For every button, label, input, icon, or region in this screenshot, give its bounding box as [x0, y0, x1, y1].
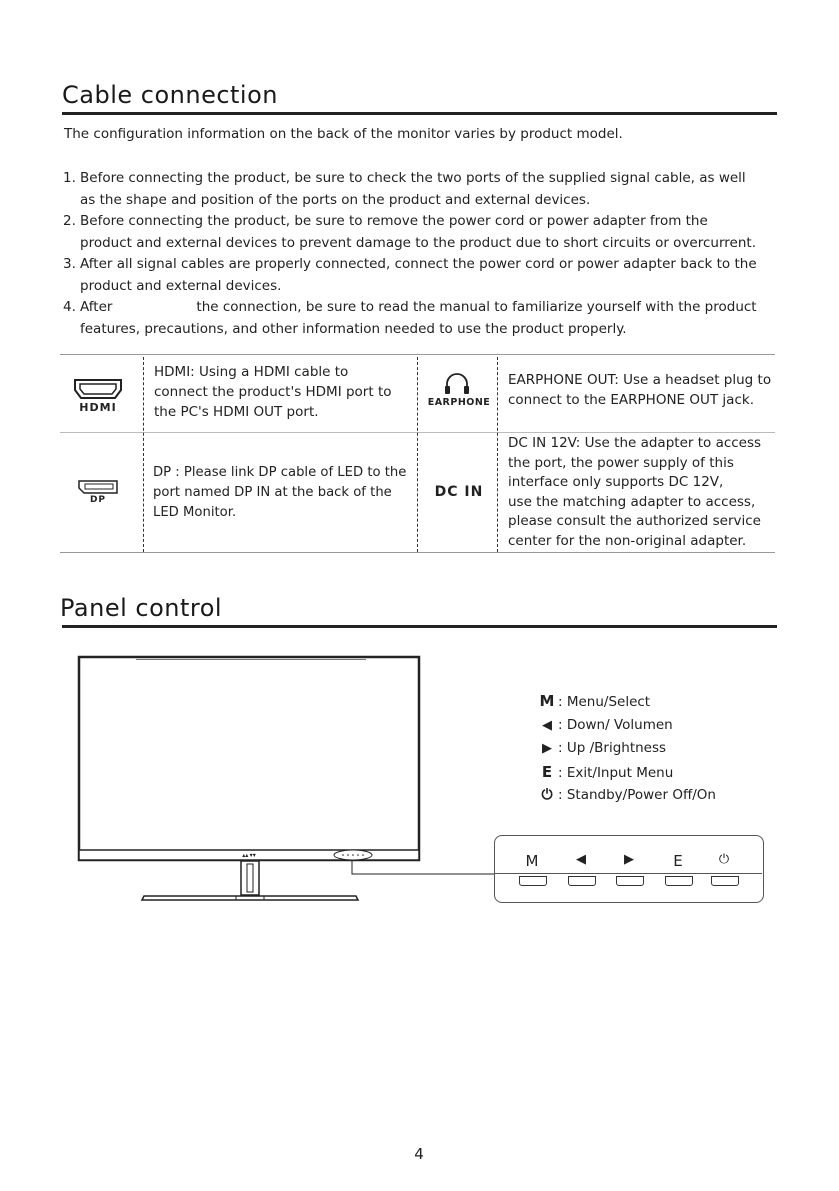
menu-key[interactable] [519, 876, 547, 886]
keypad-power-label: ⏻ [718, 852, 730, 867]
power-key[interactable] [711, 876, 739, 886]
hdmi-port-icon [73, 378, 123, 400]
legend-item: ◀ : Down/ Volumen [536, 714, 716, 738]
dc-in-description: DC IN 12V: Use the adapter to access the port, the power supply of this interface only supports DC 12V, use the matching adapter to access, please consult the authorized service center for the non-original adapter. [508, 435, 762, 549]
m-letter: M [539, 692, 555, 710]
down-key[interactable] [568, 876, 596, 886]
earphone-icon-label: EARPHONE [427, 397, 491, 408]
keypad-down-label: ◀ [576, 852, 586, 867]
dp-icon-label: DP [89, 495, 107, 505]
exit-key[interactable] [665, 876, 693, 886]
callout-connector [348, 860, 498, 880]
keypad-up-label: ▶ [624, 852, 634, 867]
intro-text: The configuration information on the back of the monitor varies by product model. [64, 126, 623, 142]
power-icon: ⏻ [541, 787, 553, 803]
dc-in-label: DC IN [434, 484, 484, 500]
dp-description: DP : Please link DP cable of LED to the port named DP IN at the back of the LED Monitor. [153, 465, 407, 520]
keypad-menu-label: M [525, 852, 539, 870]
page-number: 4 [414, 1145, 424, 1163]
right-triangle-icon: ▶ [542, 741, 552, 756]
title-rule [62, 625, 777, 628]
table-divider [417, 357, 418, 552]
hdmi-icon-label: HDMI [79, 401, 117, 414]
headphones-icon [444, 372, 470, 396]
step-item: 2. Before connecting the product, be sure to remove the power cord or power adapter from the product and external devices to prevent damage to the product due to short circuits or overcurrent. [63, 213, 756, 251]
legend-item: M : Menu/Select [536, 690, 716, 714]
panel-control-title: Panel control [60, 594, 223, 622]
title-rule [62, 112, 777, 115]
legend-item: ⏻ : Standby/Power Off/On [536, 784, 716, 808]
svg-text:▲▲ ▼▼: ▲▲ ▼▼ [242, 852, 256, 858]
table-top-line [60, 354, 775, 355]
step-item: 4. After the connection, be sure to read the manual to familiarize yourself with the product features, precautions, and other information needed to use the product properly. [63, 299, 757, 337]
step-item: 3. After all signal cables are properly connected, connect the power cord or power adapter back to the product and external devices. [63, 256, 757, 294]
up-key[interactable] [616, 876, 644, 886]
step-item: 1. Before connecting the product, be sure to check the two ports of the supplied signal cable, as well as the shape and position of the ports on the product and external devices. [63, 170, 746, 208]
table-divider [497, 357, 498, 552]
legend-item: E : Exit/Input Menu [536, 761, 716, 785]
table-divider [143, 357, 144, 552]
button-legend [536, 690, 716, 808]
table-bottom-line [60, 552, 775, 553]
left-triangle-icon: ◀ [542, 717, 552, 733]
e-letter: E [541, 762, 553, 781]
earphone-description: EARPHONE OUT: Use a headset plug to connect to the EARPHONE OUT jack. [508, 372, 772, 408]
legend-item: ▶ : Up /Brightness [536, 737, 716, 761]
displayport-icon [78, 480, 118, 494]
keypad-exit-label: E [673, 852, 683, 870]
hdmi-description: HDMI: Using a HDMI cable to connect the product's HDMI port to the PC's HDMI OUT port. [154, 364, 392, 420]
steps-list [63, 168, 783, 340]
keypad-edge-line [494, 873, 762, 874]
cable-connection-title: Cable connection [62, 81, 278, 109]
